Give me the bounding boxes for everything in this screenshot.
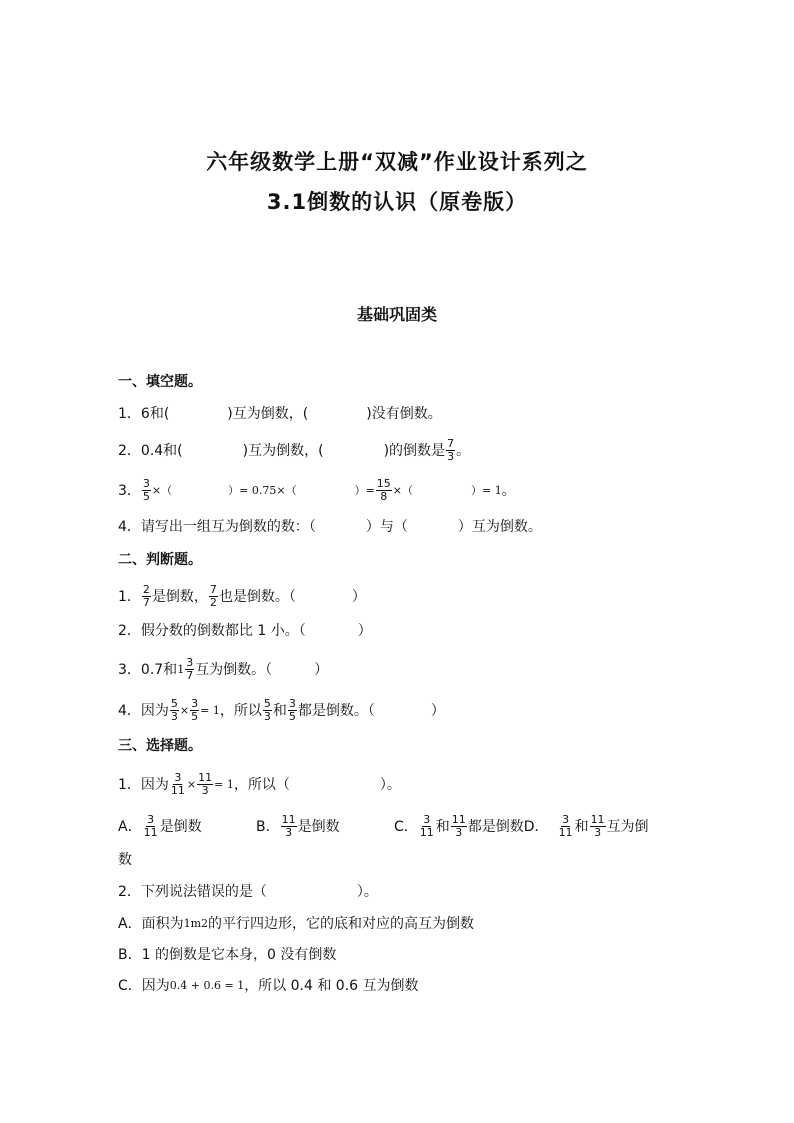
question-number: 2． xyxy=(118,884,141,900)
fraction: $\frac{11}{3}$ xyxy=(590,813,605,839)
option-c: C． $\frac{3}{11}$ 和 $\frac{11}{3}$ 都是倒数 xyxy=(394,813,524,839)
question-number: 4． xyxy=(118,519,141,535)
option-a: A． $\frac{3}{11}$ 是倒数 xyxy=(118,813,202,839)
question-text: 0.4和( xyxy=(140,442,183,459)
part1-question-1 xyxy=(118,404,442,424)
question-text: 请写出一组互为倒数的数：（ xyxy=(140,519,316,535)
part3-q2-option-a: A． 面积为 1m 2 的平行四边形，它的底和对应的高互为倒数 xyxy=(118,916,475,932)
part2-question-3: 3． 0.7和 1 $\frac{3}{7}$ 互为倒数。（ ） xyxy=(118,656,329,682)
part3-q2-option-b: B． 1 的倒数是它本身，0 没有倒数 xyxy=(118,947,337,963)
question-text: )互为倒数，( xyxy=(227,406,309,422)
fraction: $\frac{7}{3}$ xyxy=(447,437,455,463)
fraction: $\frac{3}{11}$ xyxy=(419,813,434,839)
question-number: 1． xyxy=(118,406,141,422)
option-d-wrap: 数 xyxy=(118,852,132,868)
part2-heading: 二、判断题。 xyxy=(118,552,202,568)
part3-heading: 三、选择题。 xyxy=(118,738,202,754)
question-text: )的倒数是 xyxy=(383,442,446,459)
fraction: $\frac{11}{3}$ xyxy=(198,771,213,797)
fraction: $\frac{5}{3}$ xyxy=(263,697,271,723)
fraction: $\frac{2}{7}$ xyxy=(142,583,150,609)
question-text: ）互为倒数。 xyxy=(457,519,542,535)
part3-question-1: 1． 因为 $\frac{3}{11}$ × $\frac{11}{3}$ = 1 ，所以（ ）。 xyxy=(118,771,401,797)
fraction: $\frac{11}{3}$ xyxy=(281,813,296,839)
question-text: )没有倒数。 xyxy=(366,406,442,422)
fraction: $\frac{3}{11}$ xyxy=(558,813,573,839)
question-text: )互为倒数，( xyxy=(242,442,324,459)
part3-question-1-options xyxy=(118,814,649,839)
fraction: $\frac{3}{7}$ xyxy=(186,656,194,682)
part1-question-3: 3． $\frac{3}{5}$ ×（ ）= 0.75×（ ）= $\frac{15}{8}$ ×（ ）= 1 。 xyxy=(118,477,516,503)
question-text: 6和( xyxy=(140,406,170,422)
question-number: 1． xyxy=(118,588,141,605)
fraction: $\frac{5}{3}$ xyxy=(170,697,178,723)
part3-q2-option-c: C． 因为 0.4 + 0.6 = 1 ，所以 0.4 和 0.6 互为倒数 xyxy=(118,978,419,994)
part2-question-1: 1． $\frac{2}{7}$ 是倒数， $\frac{7}{2}$ 也是倒数。（ ） xyxy=(118,583,366,609)
option-d: D． $\frac{3}{11}$ 和 $\frac{11}{3}$ 互为倒 xyxy=(523,813,649,839)
part1-question-2: 2． 0.4和( )互为倒数，( )的倒数是 $\frac{7}{3}$ 。 xyxy=(118,437,471,463)
part1-heading: 一、填空题。 xyxy=(118,374,202,390)
fraction: $\frac{3}{11}$ xyxy=(170,771,185,797)
fraction: $\frac{3}{5}$ xyxy=(142,477,150,503)
fraction: $\frac{3}{5}$ xyxy=(191,697,199,723)
part2-question-2: 2． 假分数的倒数都比 1 小。（ ） xyxy=(118,623,372,639)
document-title-line1: 六年级数学上册“双减”作业设计系列之 xyxy=(206,150,588,174)
question-number: 2． xyxy=(118,623,141,639)
question-number: 2． xyxy=(118,442,141,459)
option-b: B． $\frac{11}{3}$ 是倒数 xyxy=(256,813,340,839)
fraction: $\frac{3}{5}$ xyxy=(288,697,296,723)
fraction: $\frac{11}{3}$ xyxy=(451,813,466,839)
question-number: 3． xyxy=(118,661,141,678)
section-title: 基础巩固类 xyxy=(356,305,437,324)
fraction: $\frac{15}{8}$ xyxy=(376,477,391,503)
question-number: 1． xyxy=(118,776,141,793)
document-title-line2: 3.1倒数的认识（原卷版） xyxy=(266,190,528,214)
question-number: 3． xyxy=(118,482,141,499)
question-number: 4． xyxy=(118,702,141,719)
part3-question-2: 2． 下列说法错误的是（ ）。 xyxy=(118,884,378,900)
part2-question-4: 4． 因为 $\frac{5}{3}$ × $\frac{3}{5}$ = 1 ，所以 $\frac{5}{3}$ 和 $\frac{3}{5}$ 都是倒数。（ ） xyxy=(118,697,445,723)
fraction: $\frac{7}{2}$ xyxy=(209,583,217,609)
fraction: $\frac{3}{11}$ xyxy=(143,813,158,839)
part1-question-4 xyxy=(118,517,542,537)
question-text: ）与（ xyxy=(365,519,408,535)
